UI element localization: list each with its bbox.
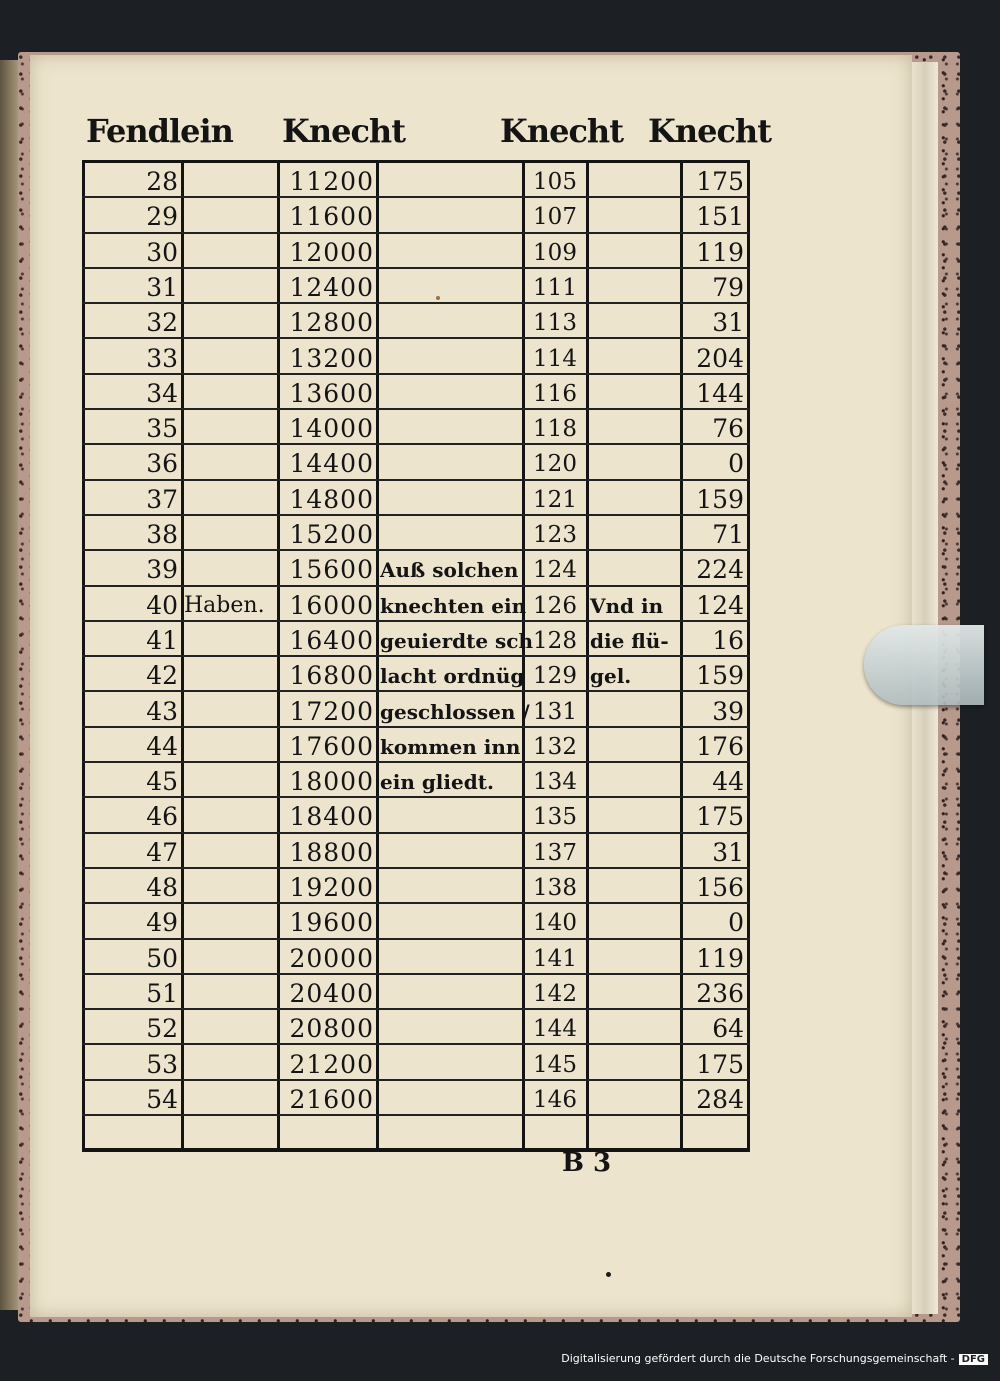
- table-row: [82, 834, 750, 869]
- knecht-total: 12400: [289, 272, 374, 302]
- wing-text: [590, 798, 682, 833]
- description-text: [380, 1010, 518, 1045]
- remainder-count: 124: [696, 590, 744, 620]
- fendlein-count: 44: [146, 731, 178, 761]
- haben-label: [184, 763, 274, 798]
- haben-label: [184, 869, 274, 904]
- table-row: [82, 481, 750, 516]
- fendlein-count: 32: [146, 308, 178, 338]
- haben-label: [184, 445, 274, 480]
- wing-text: [590, 975, 682, 1010]
- rank-count: 142: [533, 980, 577, 1007]
- knecht-total: 16400: [289, 625, 374, 655]
- wing-text: [590, 1081, 682, 1116]
- haben-label: [184, 481, 274, 516]
- remainder-count: 204: [696, 343, 744, 373]
- knecht-total: 19600: [289, 908, 374, 938]
- wing-text: [590, 269, 682, 304]
- knecht-total: 20800: [289, 1014, 374, 1044]
- knecht-total: 20000: [289, 943, 374, 973]
- description-text: [380, 940, 518, 975]
- description-text: lacht ordnüg: [380, 664, 525, 689]
- knecht-total: 17600: [289, 731, 374, 761]
- rank-count: 121: [533, 486, 577, 513]
- remainder-count: 31: [712, 308, 744, 338]
- remainder-count: 119: [696, 237, 744, 267]
- knecht-total: 14800: [289, 484, 374, 514]
- knecht-total: 13200: [289, 343, 374, 373]
- rank-count: 134: [533, 769, 577, 796]
- haben-label: [184, 693, 274, 728]
- header-knecht-1: Knecht: [282, 112, 405, 150]
- table-row: [82, 340, 750, 375]
- haben-label: [184, 975, 274, 1010]
- table-row: [82, 1081, 750, 1116]
- description-text: [380, 445, 518, 480]
- fendlein-count: 37: [146, 484, 178, 514]
- knecht-total: 18000: [289, 767, 374, 797]
- haben-label: [184, 375, 274, 410]
- description-text: [380, 834, 518, 869]
- header-knecht-2: Knecht: [500, 112, 623, 150]
- rank-count: 135: [533, 804, 577, 831]
- table-row: [82, 657, 750, 692]
- fendlein-count: 41: [146, 625, 178, 655]
- wing-text: [590, 693, 682, 728]
- remainder-count: 119: [696, 943, 744, 973]
- table-row: [82, 975, 750, 1010]
- table-row: [82, 163, 750, 198]
- rank-count: 128: [533, 627, 577, 654]
- rank-count: 137: [533, 839, 577, 866]
- table-row: [82, 587, 750, 622]
- rank-count: 113: [533, 310, 577, 337]
- remainder-count: 236: [696, 978, 744, 1008]
- table-row: [82, 269, 750, 304]
- remainder-count: 159: [696, 484, 744, 514]
- remainder-count: 0: [728, 908, 744, 938]
- wing-text: [590, 904, 682, 939]
- wing-text: gel.: [590, 664, 632, 689]
- fendlein-count: 36: [146, 449, 178, 479]
- wing-text: die flü-: [590, 628, 669, 653]
- remainder-count: 175: [696, 802, 744, 832]
- fendlein-count: 34: [146, 378, 178, 408]
- description-text: kommen inn: [380, 734, 521, 759]
- description-text: [380, 198, 518, 233]
- rank-count: 111: [533, 274, 577, 301]
- rank-count: 105: [533, 169, 577, 195]
- description-text: [380, 163, 518, 198]
- rank-count: 132: [533, 733, 577, 760]
- fendlein-count: 45: [146, 767, 178, 797]
- description-text: [380, 304, 518, 339]
- wing-text: [590, 834, 682, 869]
- page-clip: [864, 625, 984, 705]
- knecht-total: 19200: [289, 873, 374, 902]
- knecht-total: 14400: [289, 449, 374, 479]
- remainder-count: 176: [696, 731, 744, 761]
- haben-label: Haben.: [184, 592, 265, 618]
- description-text: Auß solchen: [380, 558, 519, 583]
- remainder-count: 39: [712, 696, 744, 726]
- remainder-count: 156: [696, 873, 744, 902]
- wing-text: [590, 163, 682, 198]
- knecht-total: 15600: [289, 555, 374, 585]
- fendlein-count: 28: [146, 167, 178, 196]
- knecht-total: 21200: [289, 1049, 374, 1079]
- wing-text: [590, 728, 682, 763]
- wing-text: [590, 940, 682, 975]
- knecht-total: 15200: [289, 520, 374, 549]
- rank-count: 129: [533, 663, 577, 690]
- rank-count: 120: [533, 451, 577, 478]
- wing-text: [590, 375, 682, 410]
- rank-count: 145: [533, 1051, 577, 1078]
- remainder-count: 76: [712, 414, 744, 444]
- fendlein-count: 38: [146, 520, 178, 549]
- rank-count: 114: [533, 345, 577, 372]
- table-row: [82, 375, 750, 410]
- wing-text: Vnd in: [590, 593, 664, 618]
- wing-text: [590, 340, 682, 375]
- rank-count: 118: [533, 416, 577, 443]
- knecht-total: 18800: [289, 837, 374, 867]
- fendlein-count: 49: [146, 908, 178, 938]
- wing-text: [590, 763, 682, 798]
- wing-text: [590, 198, 682, 233]
- haben-label: [184, 798, 274, 833]
- wing-text: [590, 445, 682, 480]
- description-text: [380, 904, 518, 939]
- fendlein-count: 46: [146, 802, 178, 832]
- haben-label: [184, 657, 274, 692]
- rank-count: 131: [533, 698, 577, 725]
- rank-count: 146: [533, 1086, 577, 1113]
- knecht-total: 17200: [289, 696, 374, 726]
- fendlein-count: 40: [146, 590, 178, 620]
- description-text: [380, 975, 518, 1010]
- remainder-count: 175: [696, 167, 744, 196]
- table-row: [82, 869, 750, 904]
- fendlein-count: 42: [146, 661, 178, 691]
- wing-text: [590, 516, 682, 551]
- wing-text: [590, 869, 682, 904]
- haben-label: [184, 304, 274, 339]
- haben-label: [184, 940, 274, 975]
- rank-count: 123: [533, 522, 577, 548]
- remainder-count: 71: [712, 520, 744, 549]
- knecht-total: 21600: [289, 1084, 374, 1114]
- haben-label: [184, 516, 274, 551]
- description-text: [380, 269, 518, 304]
- description-text: [380, 375, 518, 410]
- haben-label: [184, 198, 274, 233]
- remainder-count: 159: [696, 661, 744, 691]
- remainder-count: 31: [712, 837, 744, 867]
- description-text: [380, 516, 518, 551]
- fendlein-count: 48: [146, 873, 178, 902]
- signature-mark: B 3: [562, 1148, 612, 1178]
- knecht-total: 16000: [289, 590, 374, 620]
- remainder-count: 64: [712, 1014, 744, 1044]
- credit-text: Digitalisierung gefördert durch die Deutsche Forschungsgemeinschaft -: [561, 1352, 955, 1365]
- table-row: [82, 728, 750, 763]
- wing-text: [590, 1046, 682, 1081]
- description-text: [380, 869, 518, 904]
- fendlein-count: 52: [146, 1014, 178, 1044]
- rank-count: 116: [533, 380, 577, 407]
- description-text: [380, 1046, 518, 1081]
- knecht-total: 12800: [289, 308, 374, 338]
- table-row: [82, 1010, 750, 1045]
- table-row: [82, 622, 750, 657]
- header-knecht-3: Knecht: [648, 112, 771, 150]
- fendlein-count: 35: [146, 414, 178, 444]
- remainder-count: 144: [696, 378, 744, 408]
- fendlein-count: 54: [146, 1084, 178, 1114]
- haben-label: [184, 904, 274, 939]
- wing-text: [590, 481, 682, 516]
- table-row: [82, 551, 750, 586]
- remainder-count: 0: [728, 449, 744, 479]
- fendlein-count: 43: [146, 696, 178, 726]
- table-row: [82, 693, 750, 728]
- fendlein-count: 47: [146, 837, 178, 867]
- rank-count: 140: [533, 910, 577, 937]
- wing-text: [590, 551, 682, 586]
- header-fendlein: Fendlein: [86, 112, 233, 150]
- knecht-total: 11200: [289, 167, 374, 196]
- fendlein-count: 29: [146, 202, 178, 232]
- description-text: [380, 340, 518, 375]
- description-text: geuierdte sch: [380, 628, 533, 653]
- fendlein-count: 31: [146, 272, 178, 302]
- description-text: [380, 481, 518, 516]
- knecht-total: 20400: [289, 978, 374, 1008]
- table-row: [82, 798, 750, 833]
- description-text: ein gliedt.: [380, 770, 494, 795]
- description-text: [380, 234, 518, 269]
- wing-text: [590, 1010, 682, 1045]
- troop-table: [82, 160, 750, 1152]
- description-text: [380, 410, 518, 445]
- haben-label: [184, 622, 274, 657]
- fendlein-count: 51: [146, 978, 178, 1008]
- haben-label: [184, 163, 274, 198]
- haben-label: [184, 340, 274, 375]
- description-text: [380, 798, 518, 833]
- rank-count: 124: [533, 557, 577, 584]
- remainder-count: 16: [712, 625, 744, 655]
- table-row: [82, 304, 750, 339]
- haben-label: [184, 269, 274, 304]
- haben-label: [184, 234, 274, 269]
- table-row: [82, 763, 750, 798]
- dfg-credit: [557, 1350, 992, 1367]
- table-row: [82, 198, 750, 233]
- table-row: [82, 234, 750, 269]
- remainder-count: 151: [696, 202, 744, 232]
- knecht-total: 14000: [289, 414, 374, 444]
- knecht-total: 18400: [289, 802, 374, 832]
- remainder-count: 79: [712, 272, 744, 302]
- rank-count: 144: [533, 1016, 577, 1043]
- fendlein-count: 30: [146, 237, 178, 267]
- remainder-count: 44: [712, 767, 744, 797]
- fendlein-count: 53: [146, 1049, 178, 1079]
- dfg-logo: DFG: [959, 1354, 988, 1365]
- remainder-count: 224: [696, 555, 744, 585]
- rank-count: 107: [533, 204, 577, 231]
- rank-count: 126: [533, 592, 577, 619]
- wing-text: [590, 410, 682, 445]
- remainder-count: 284: [696, 1084, 744, 1114]
- knecht-total: 16800: [289, 661, 374, 691]
- table-row: [82, 516, 750, 551]
- rank-count: 138: [533, 875, 577, 901]
- haben-label: [184, 1081, 274, 1116]
- ink-dot: [606, 1272, 611, 1277]
- ink-dot: [436, 296, 440, 300]
- rank-count: 141: [533, 945, 577, 972]
- rank-count: 109: [533, 239, 577, 266]
- knecht-total: 11600: [289, 202, 374, 232]
- description-text: geschlossen /: [380, 699, 530, 724]
- haben-label: [184, 1010, 274, 1045]
- haben-label: [184, 551, 274, 586]
- knecht-total: 13600: [289, 378, 374, 408]
- fendlein-count: 33: [146, 343, 178, 373]
- remainder-count: 175: [696, 1049, 744, 1079]
- haben-label: [184, 410, 274, 445]
- table-row: [82, 445, 750, 480]
- fendlein-count: 39: [146, 555, 178, 585]
- haben-label: [184, 834, 274, 869]
- description-text: [380, 1081, 518, 1116]
- haben-label: [184, 1046, 274, 1081]
- table-row: [82, 940, 750, 975]
- knecht-total: 12000: [289, 237, 374, 267]
- wing-text: [590, 304, 682, 339]
- table-row: [82, 410, 750, 445]
- description-text: knechten ein: [380, 593, 527, 618]
- haben-label: [184, 728, 274, 763]
- fendlein-count: 50: [146, 943, 178, 973]
- wing-text: [590, 234, 682, 269]
- table-row: [82, 1046, 750, 1081]
- table-row: [82, 904, 750, 939]
